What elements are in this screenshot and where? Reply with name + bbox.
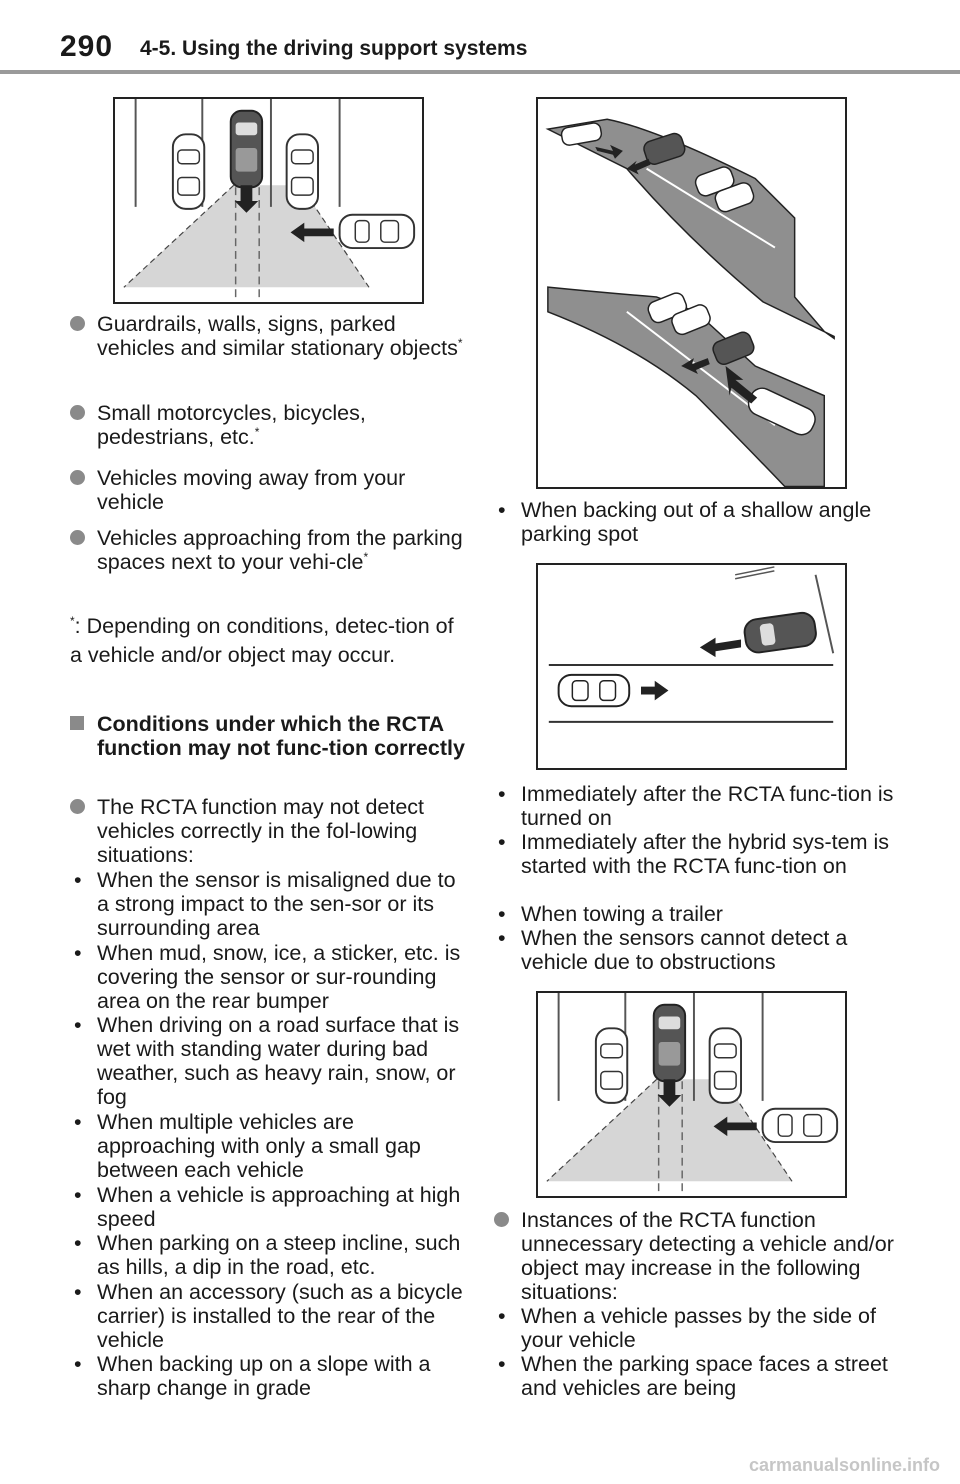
footnote: *: Depending on conditions, detec-tion of a vehicle and/or object may occur. bbox=[70, 613, 454, 667]
bullet-vehicles-moving-away bbox=[70, 466, 470, 514]
bullet-rcta-may-not-detect bbox=[70, 795, 470, 867]
bullet-text: The RCTA function may not detect vehicles correctly in the fol-lowing situations: bbox=[97, 795, 425, 867]
section-title: 4-5. Using the driving support systems bbox=[140, 37, 528, 60]
figure-angled-parking bbox=[536, 563, 847, 770]
section-heading: Conditions under which the RCTA function may not func-tion correctly bbox=[97, 712, 465, 760]
bullet-small-motorcycles bbox=[70, 401, 470, 449]
list-item: • When the sensors cannot detect a vehicle due to obstructions bbox=[498, 926, 848, 974]
section-heading-rcta-conditions bbox=[70, 712, 470, 760]
watermark: carmanualsonline.info bbox=[748, 1455, 940, 1475]
bullet-dot bbox=[70, 799, 85, 814]
list-item: • When mud, snow, ice, a sticker, etc. is covering the sensor or sur-rounding area on the rear bumper bbox=[74, 941, 461, 1013]
page-header bbox=[0, 0, 960, 74]
bullet-vehicles-approaching bbox=[70, 526, 470, 574]
figure-shallow-angle-road bbox=[536, 97, 847, 489]
bullet-dot bbox=[494, 1212, 509, 1227]
bullet-text: Small motorcycles, bicycles, pedestrians, etc. bbox=[97, 401, 366, 449]
bullet-text: Instances of the RCTA function unnecessary detecting a vehicle and/or object may increase in the following situations: bbox=[521, 1208, 894, 1304]
list-item: • When multiple vehicles are approaching with only a small gap between each vehicle bbox=[74, 1110, 421, 1182]
list-item: • When the sensor is misaligned due to a strong impact to the sen-sor or its surrounding area bbox=[74, 868, 456, 940]
list-item: • Immediately after the RCTA func-tion is turned on bbox=[498, 782, 894, 830]
list-item: • When backing up on a slope with a sharp change in grade bbox=[74, 1352, 431, 1400]
list-item: • When parking on a steep incline, such as hills, a dip in the road, etc. bbox=[74, 1231, 461, 1279]
bullet-unnecessary-detection bbox=[494, 1208, 894, 1304]
list-item: • When the parking space faces a street and vehicles are being bbox=[498, 1352, 888, 1400]
footnote-mark: * bbox=[254, 424, 260, 439]
list-item: • When a vehicle is approaching at high speed bbox=[74, 1183, 461, 1231]
page-number: 290 bbox=[60, 30, 114, 63]
bullet-text: Guardrails, walls, signs, parked vehicles and similar stationary objects bbox=[97, 312, 458, 360]
footnote-mark: * bbox=[457, 335, 463, 350]
list-item: • Immediately after the hybrid sys-tem is started with the RCTA func-tion on bbox=[498, 830, 890, 878]
bullet-dot bbox=[70, 530, 85, 545]
list-item: • When backing out of a shallow angle parking spot bbox=[498, 498, 872, 546]
bullet-text: Vehicles moving away from your vehicle bbox=[97, 466, 406, 514]
list-item: • When a vehicle passes by the side of your vehicle bbox=[498, 1304, 876, 1352]
bullet-dot bbox=[70, 316, 85, 331]
list-item: • When towing a trailer bbox=[498, 902, 723, 926]
list-item: • When an accessory (such as a bicycle carrier) is installed to the rear of the vehicle bbox=[74, 1280, 463, 1352]
footnote-mark: * bbox=[363, 549, 369, 564]
bullet-dot bbox=[70, 470, 85, 485]
figure-perpendicular-parking bbox=[113, 97, 424, 304]
header-rule bbox=[0, 70, 960, 74]
bullet-dot bbox=[70, 405, 85, 420]
figure-obstructed-parking bbox=[536, 991, 847, 1198]
bullet-stationary-objects bbox=[70, 312, 470, 360]
section-square bbox=[70, 716, 84, 730]
list-item: • When driving on a road surface that is wet with standing water during bad weather, such as heavy rain, snow, or fog bbox=[74, 1013, 460, 1109]
bullet-text: Vehicles approaching from the parking spaces next to your vehi-cle bbox=[97, 526, 463, 574]
footnote-mark: * bbox=[70, 613, 75, 628]
